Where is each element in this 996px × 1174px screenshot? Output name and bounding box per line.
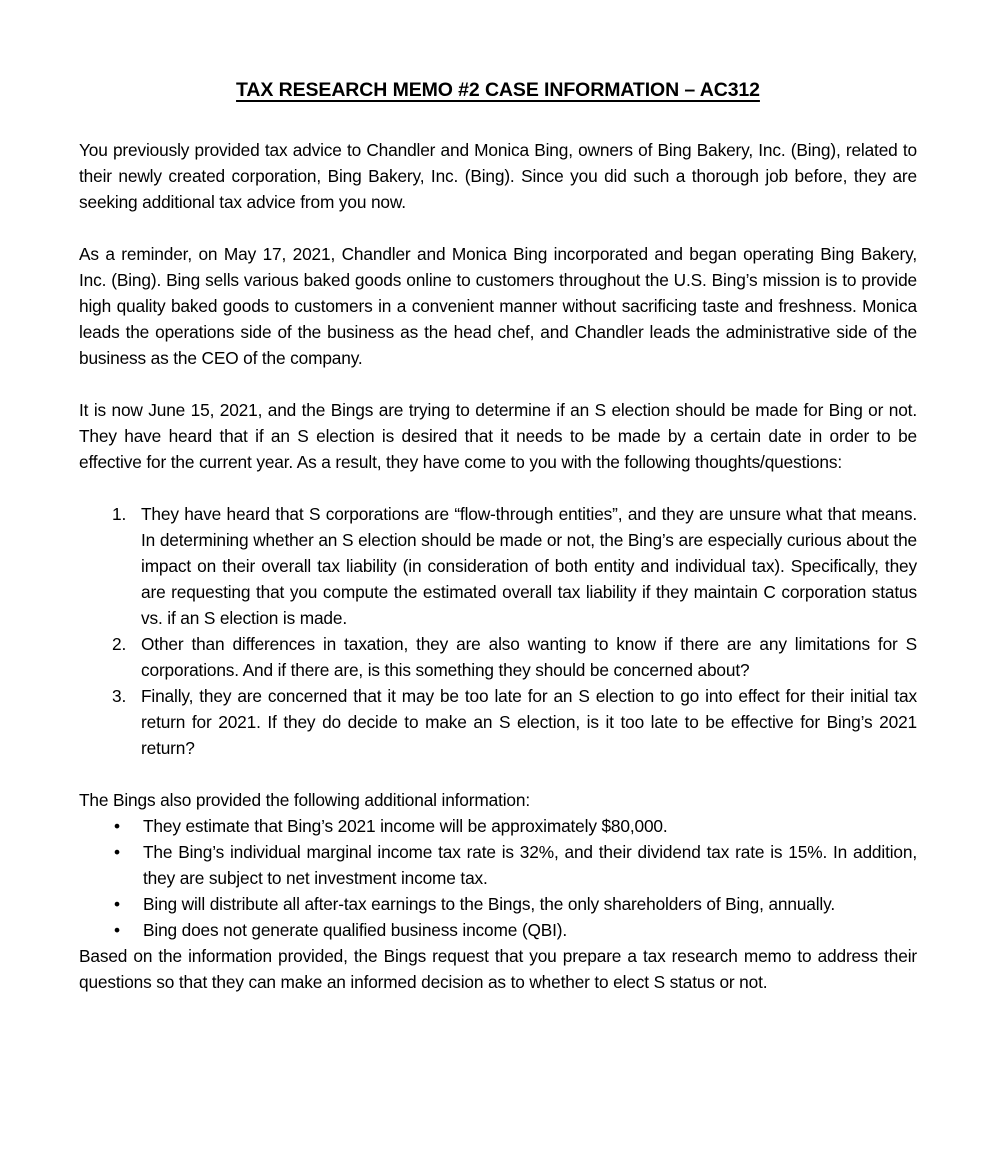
list-item: Finally, they are concerned that it may be too late for an S election to go into effect for their initial tax return for 2021. If they do decide to make an S election, is it too late to be effective for Bing’s 2021 return?	[141, 686, 917, 759]
list-item: • Bing does not generate qualified business income (QBI).	[79, 917, 917, 943]
paragraph-intro: You previously provided tax advice to Chandler and Monica Bing, owners of Bing Bakery, Inc. (Bing), related to their newly created corporation, Bing Bakery, Inc. (Bing). Since you did such a thorough job before, they are seeking additional tax advice from you now.	[79, 140, 917, 213]
document-body	[79, 78, 917, 1021]
list-item: Other than differences in taxation, they are also wanting to know if there are any limitations for S corporations. And if there are, is this something they should be concerned about?	[141, 634, 917, 681]
section-spacer	[79, 761, 917, 787]
paragraph-additional-info-lead: The Bings also provided the following additional information:	[79, 790, 530, 811]
paragraph-closing: Based on the information provided, the Bings request that you prepare a tax research memo to address their questions so that they can make an informed decision as to whether to elect S status or not.	[79, 946, 917, 993]
page-title-text: TAX RESEARCH MEMO #2 CASE INFORMATION – AC312	[236, 79, 760, 101]
paragraph-background: As a reminder, on May 17, 2021, Chandler and Monica Bing incorporated and began operating Bing Bakery, Inc. (Bing). Bing sells various baked goods online to customers throughout the U.S. Bing’s mission is to provide high quality baked goods to customers in a convenient manner without sacrificing taste and freshness. Monica leads the operations side of the business as the head chef, and Chandler leads the administrative side of the business as the CEO of the company.	[79, 244, 917, 369]
additional-info-list	[79, 813, 917, 943]
page-title	[79, 78, 917, 102]
paragraph-situation: It is now June 15, 2021, and the Bings are trying to determine if an S election should be made for Bing or not. They have heard that if an S election is desired that it needs to be made by a certain date in order to be effective for the current year. As a result, they have come to you with the following thoughts/questions:	[79, 400, 917, 473]
list-item: They have heard that S corporations are “flow-through entities”, and they are unsure what that means. In determining whether an S election should be made or not, the Bing’s are especially curious about the impact on their overall tax liability (in consideration of both entity and individual tax). Specifically, they are requesting that you compute the estimated overall tax liability if they maintain C corporation status vs. if an S election is made.	[141, 504, 917, 629]
list-item: • They estimate that Bing’s 2021 income will be approximately $80,000.	[79, 813, 917, 839]
list-item: • Bing will distribute all after-tax earnings to the Bings, the only shareholders of Bing, annually.	[79, 891, 917, 917]
list-item: • The Bing’s individual marginal income tax rate is 32%, and their dividend tax rate is 15%. In addition, they are subject to net investment income tax.	[79, 839, 917, 891]
questions-list	[79, 501, 917, 761]
